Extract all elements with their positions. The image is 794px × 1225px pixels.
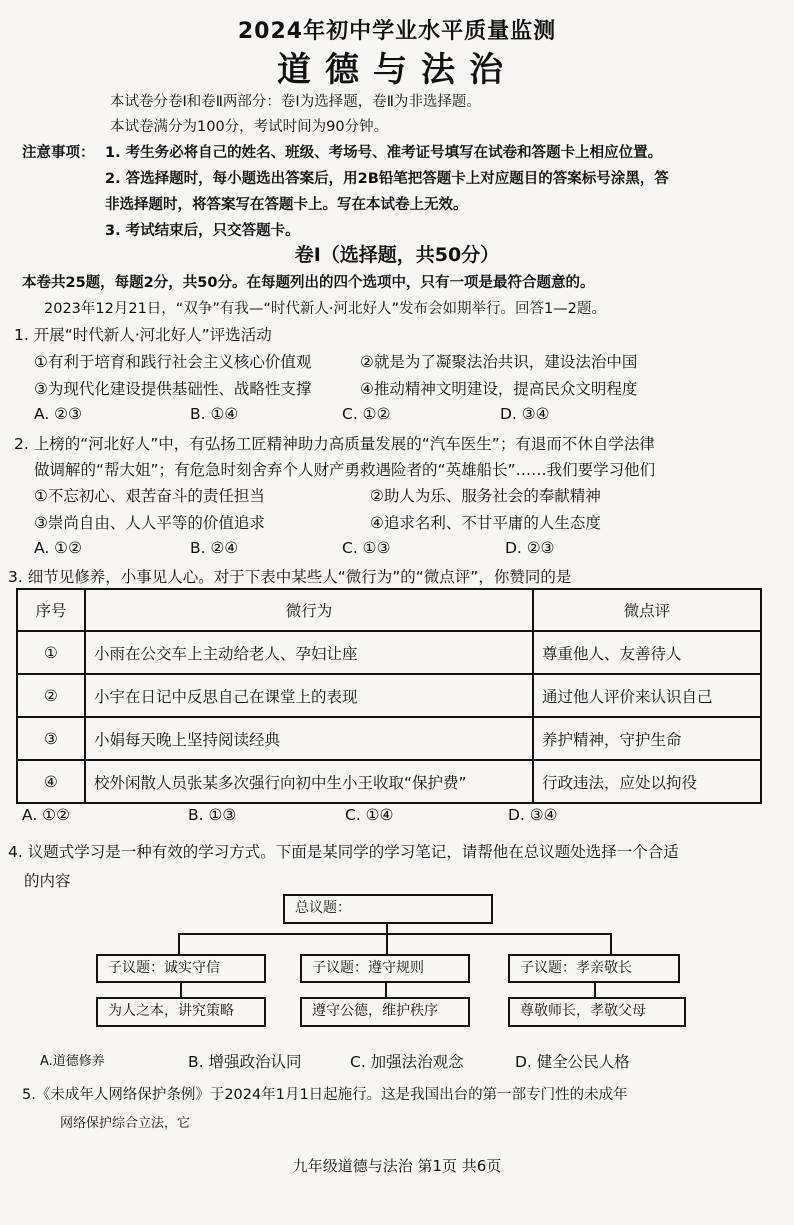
diagram-leaf-label-2: 遵守公德，维护秩序 bbox=[312, 1003, 438, 1019]
diagram-sub-label-3: 子议题：孝亲敬长 bbox=[520, 960, 632, 976]
diagram-leaf-label-3: 尊敬师长，孝敬父母 bbox=[520, 1003, 646, 1019]
q1-option-3: ③为现代化建设提供基础性、战略性支撑 bbox=[34, 380, 312, 398]
table-header-cell: 序号 bbox=[17, 589, 85, 631]
diagram-leaf-box-1 bbox=[96, 997, 266, 1027]
q1-option-1: ①有利于培育和践行社会主义核心价值观 bbox=[34, 353, 312, 371]
table-cell: 小雨在公交车上主动给老人、孕妇让座 bbox=[85, 631, 533, 674]
diagram-leaf-box-2 bbox=[300, 997, 470, 1027]
diagram-sub-box-2 bbox=[300, 954, 470, 983]
table-cell: ③ bbox=[17, 717, 85, 760]
q1-option-4: ④推动精神文明建设，提高民众文明程度 bbox=[360, 380, 638, 398]
diagram-connector bbox=[386, 933, 388, 955]
q3-stem: 3. 细节见修养，小事见人心。对于下表中某些人“微行为”的“微点评”，你赞同的是 bbox=[8, 568, 572, 586]
q1-choice-d: D. ③④ bbox=[500, 405, 550, 423]
diagram-root-label: 总议题： bbox=[295, 900, 351, 916]
q2-stem-2: 做调解的“帮大姐”；有危急时刻舍弃个人财产勇救遇险者的“英雄船长”……我们要学习他们 bbox=[34, 461, 656, 479]
q5-stem-2: 网络保护综合立法，它 bbox=[60, 1116, 191, 1131]
q2-choice-d: D. ②③ bbox=[505, 539, 555, 557]
notice-item-3: 3. 考试结束后，只交答题卡。 bbox=[105, 223, 300, 239]
q5-stem-1: 5.《未成年人网络保护条例》于2024年1月1日起施行。这是我国出台的第一部专门性的未成年 bbox=[22, 1087, 628, 1103]
intro-line-1: 本试卷分卷Ⅰ和卷Ⅱ两部分：卷Ⅰ为选择题，卷Ⅱ为非选择题。 bbox=[110, 94, 481, 110]
q1-stem: 1. 开展“时代新人·河北好人”评选活动 bbox=[14, 326, 272, 344]
diagram-connector bbox=[180, 983, 182, 998]
table-header-row bbox=[17, 589, 761, 631]
q2-option-3: ③崇尚自由、人人平等的价值追求 bbox=[34, 514, 265, 532]
q2-choice-a: A. ①② bbox=[34, 539, 82, 557]
notice-label: 注意事项： bbox=[22, 145, 95, 161]
q1-choice-c: C. ①② bbox=[342, 405, 391, 423]
subject-title: 道德与法治 bbox=[277, 50, 517, 90]
diagram-sub-box-1 bbox=[96, 954, 266, 983]
q4-stem-1: 4. 议题式学习是一种有效的学习方式。下面是某同学的学习笔记，请帮他在总议题处选择一个合适 bbox=[8, 843, 679, 861]
table-cell: 行政违法，应处以拘役 bbox=[533, 760, 761, 803]
notice-item-2-cont: 非选择题时，将答案写在答题卡上。写在本试卷上无效。 bbox=[105, 197, 468, 213]
diagram-sub-box-3 bbox=[508, 954, 680, 983]
q4-choice-a: A.道德修养 bbox=[40, 1054, 105, 1069]
diagram-leaf-box-3 bbox=[508, 997, 686, 1027]
diagram-root-box bbox=[283, 894, 493, 924]
table-cell: ④ bbox=[17, 760, 85, 803]
diagram-connector bbox=[178, 933, 180, 955]
q3-table bbox=[16, 588, 762, 804]
q4-choice-d: D. 健全公民人格 bbox=[515, 1053, 630, 1071]
notice-item-2: 2. 答选择题时，每小题选出答案后，用2B铅笔把答题卡上对应题目的答案标号涂黑，答 bbox=[105, 171, 669, 187]
diagram-connector bbox=[178, 933, 612, 935]
q2-option-2: ②助人为乐、服务社会的奉献精神 bbox=[370, 487, 601, 505]
diagram-connector bbox=[610, 933, 612, 955]
q1-choice-b: B. ①④ bbox=[190, 405, 239, 423]
table-cell: ② bbox=[17, 674, 85, 717]
table-header-cell: 微行为 bbox=[85, 589, 533, 631]
table-cell: 尊重他人、友善待人 bbox=[533, 631, 761, 674]
section-instruction: 本卷共25题，每题2分，共50分。在每题列出的四个选项中，只有一项是最符合题意的。 bbox=[22, 275, 595, 291]
diagram-leaf-label-1: 为人之本，讲究策略 bbox=[108, 1003, 234, 1019]
diagram-sub-label-2: 子议题：遵守规则 bbox=[312, 960, 424, 976]
q1-choice-a: A. ②③ bbox=[34, 405, 82, 423]
table-cell: 养护精神，守护生命 bbox=[533, 717, 761, 760]
table-row bbox=[17, 760, 761, 803]
section-title: 卷Ⅰ（选择题，共50分） bbox=[294, 244, 500, 266]
intro-line-2: 本试卷满分为100分，考试时间为90分钟。 bbox=[110, 119, 389, 135]
q3-choice-c: C. ①④ bbox=[345, 806, 394, 824]
table-cell: 校外闲散人员张某多次强行向初中生小王收取“保护费” bbox=[85, 760, 533, 803]
q3-choice-b: B. ①③ bbox=[188, 806, 237, 824]
table-header-cell: 微点评 bbox=[533, 589, 761, 631]
q2-stem-1: 2. 上榜的“河北好人”中，有弘扬工匠精神助力高质量发展的“汽车医生”；有退而不休自学法律 bbox=[14, 435, 655, 453]
q4-choice-c: C. 加强法治观念 bbox=[350, 1053, 464, 1071]
q3-choice-d: D. ③④ bbox=[508, 806, 558, 824]
notice-item-1: 1. 考生务必将自己的姓名、班级、考场号、准考证号填写在试卷和答题卡上相应位置。 bbox=[105, 145, 663, 161]
table-cell: 小娟每天晚上坚持阅读经典 bbox=[85, 717, 533, 760]
q1-option-2: ②就是为了凝聚法治共识，建设法治中国 bbox=[360, 353, 638, 371]
page-footer: 九年级道德与法治 第1页 共6页 bbox=[292, 1157, 502, 1175]
context-text: 2023年12月21日，“双争”有我—“时代新人·河北好人”发布会如期举行。回答1—2题。 bbox=[44, 301, 606, 317]
q2-choice-c: C. ①③ bbox=[342, 539, 391, 557]
table-cell: 小宇在日记中反思自己在课堂上的表现 bbox=[85, 674, 533, 717]
table-row bbox=[17, 717, 761, 760]
q4-choice-b: B. 增强政治认同 bbox=[188, 1053, 302, 1071]
exam-title: 2024年初中学业水平质量监测 bbox=[237, 19, 557, 44]
q2-option-4: ④追求名利、不甘平庸的人生态度 bbox=[370, 514, 601, 532]
table-cell: 通过他人评价来认识自己 bbox=[533, 674, 761, 717]
q4-stem-2: 的内容 bbox=[24, 872, 71, 890]
q2-option-1: ①不忘初心、艰苦奋斗的责任担当 bbox=[34, 487, 265, 505]
diagram-connector bbox=[594, 983, 596, 998]
q3-choice-a: A. ①② bbox=[22, 806, 70, 824]
diagram-sub-label-1: 子议题：诚实守信 bbox=[108, 960, 220, 976]
table-row bbox=[17, 674, 761, 717]
table-cell: ① bbox=[17, 631, 85, 674]
diagram-connector bbox=[385, 983, 387, 998]
table-row bbox=[17, 631, 761, 674]
q2-choice-b: B. ②④ bbox=[190, 539, 239, 557]
